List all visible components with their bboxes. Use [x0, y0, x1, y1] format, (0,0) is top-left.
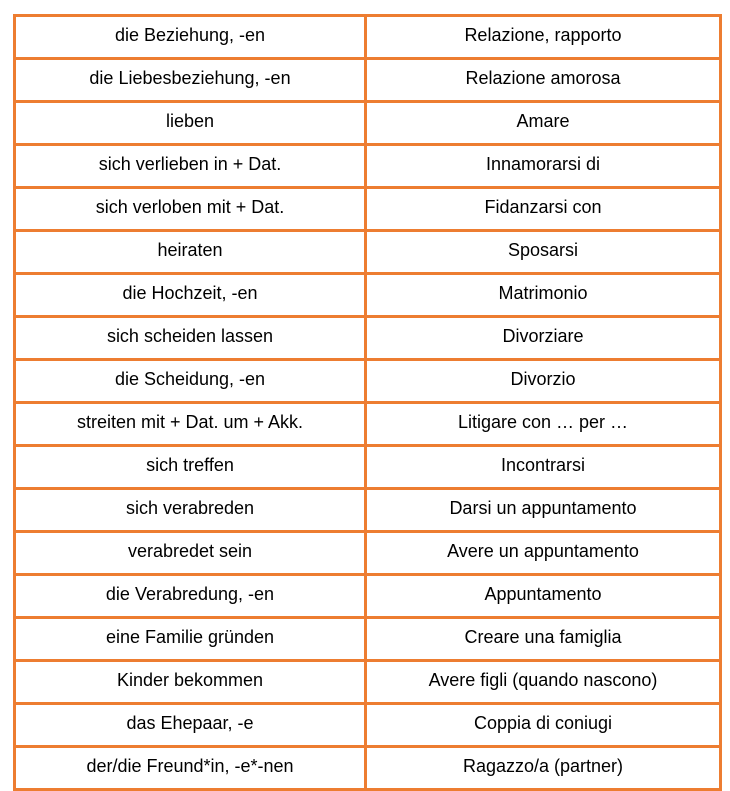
italian-translation-cell: Amare: [366, 102, 721, 145]
german-term-cell: Kinder bekommen: [15, 661, 366, 704]
table-row: [15, 446, 721, 489]
german-term-cell: heiraten: [15, 231, 366, 274]
italian-translation-cell: Creare una famiglia: [366, 618, 721, 661]
german-term-cell: das Ehepaar, -e: [15, 704, 366, 747]
table-row: [15, 274, 721, 317]
table-row: [15, 16, 721, 59]
italian-translation-cell: Divorzio: [366, 360, 721, 403]
italian-translation-cell: Matrimonio: [366, 274, 721, 317]
german-term-cell: der/die Freund*in, -e*-nen: [15, 747, 366, 790]
german-term-cell: sich treffen: [15, 446, 366, 489]
german-term-cell: die Verabredung, -en: [15, 575, 366, 618]
italian-translation-cell: Relazione, rapporto: [366, 16, 721, 59]
italian-translation-cell: Innamorarsi di: [366, 145, 721, 188]
italian-translation-cell: Litigare con … per …: [366, 403, 721, 446]
vocabulary-table-body: [15, 16, 721, 790]
table-row: [15, 704, 721, 747]
italian-translation-cell: Fidanzarsi con: [366, 188, 721, 231]
table-row: [15, 618, 721, 661]
german-term-cell: die Hochzeit, -en: [15, 274, 366, 317]
german-term-cell: sich verloben mit + Dat.: [15, 188, 366, 231]
table-row: [15, 231, 721, 274]
italian-translation-cell: Darsi un appuntamento: [366, 489, 721, 532]
table-row: [15, 403, 721, 446]
italian-translation-cell: Incontrarsi: [366, 446, 721, 489]
german-term-cell: verabredet sein: [15, 532, 366, 575]
german-term-cell: sich scheiden lassen: [15, 317, 366, 360]
table-row: [15, 317, 721, 360]
italian-translation-cell: Ragazzo/a (partner): [366, 747, 721, 790]
italian-translation-cell: Sposarsi: [366, 231, 721, 274]
table-row: [15, 661, 721, 704]
german-term-cell: lieben: [15, 102, 366, 145]
vocabulary-table: [13, 14, 722, 791]
italian-translation-cell: Avere un appuntamento: [366, 532, 721, 575]
italian-translation-cell: Coppia di coniugi: [366, 704, 721, 747]
italian-translation-cell: Appuntamento: [366, 575, 721, 618]
table-row: [15, 489, 721, 532]
german-term-cell: sich verabreden: [15, 489, 366, 532]
table-row: [15, 747, 721, 790]
table-row: [15, 532, 721, 575]
table-row: [15, 59, 721, 102]
german-term-cell: streiten mit + Dat. um + Akk.: [15, 403, 366, 446]
italian-translation-cell: Relazione amorosa: [366, 59, 721, 102]
table-row: [15, 145, 721, 188]
table-row: [15, 102, 721, 145]
german-term-cell: die Liebesbeziehung, -en: [15, 59, 366, 102]
italian-translation-cell: Avere figli (quando nascono): [366, 661, 721, 704]
german-term-cell: eine Familie gründen: [15, 618, 366, 661]
italian-translation-cell: Divorziare: [366, 317, 721, 360]
german-term-cell: die Scheidung, -en: [15, 360, 366, 403]
german-term-cell: sich verlieben in + Dat.: [15, 145, 366, 188]
table-row: [15, 188, 721, 231]
table-row: [15, 360, 721, 403]
table-row: [15, 575, 721, 618]
german-term-cell: die Beziehung, -en: [15, 16, 366, 59]
